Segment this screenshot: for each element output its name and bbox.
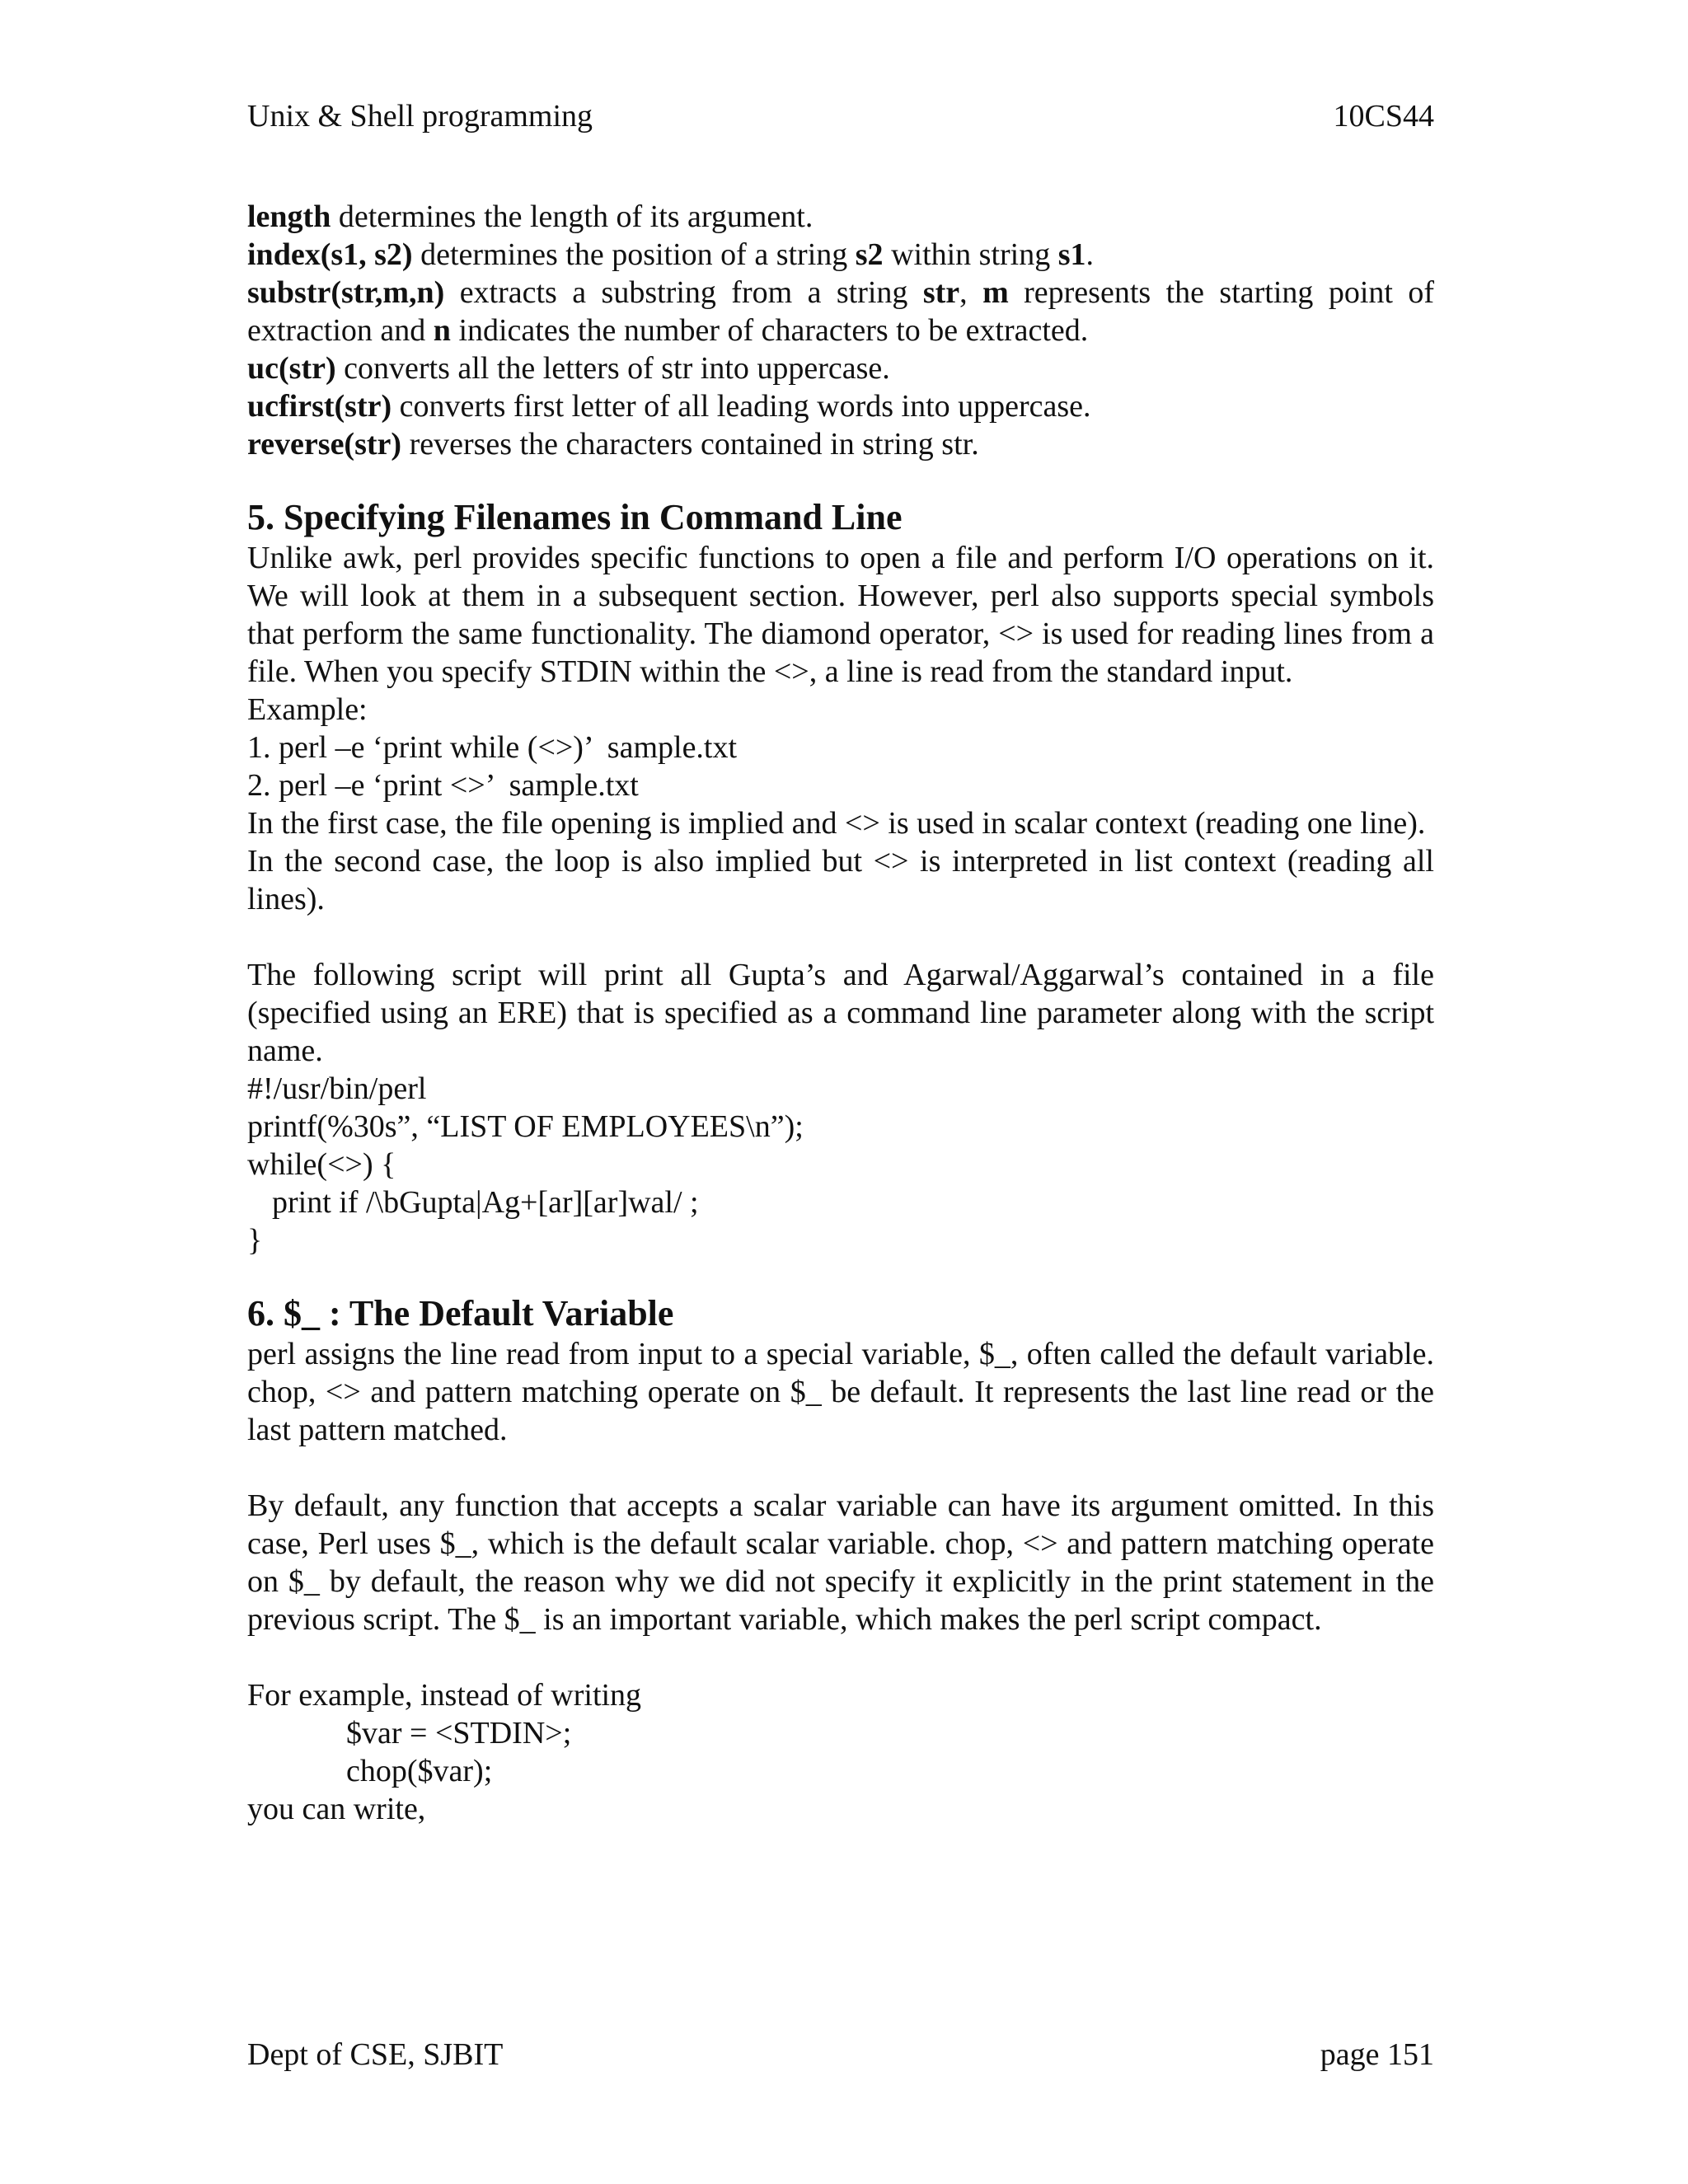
script-line-1: #!/usr/bin/perl [247, 1071, 427, 1106]
function-reverse: reverse(str) reverses the characters contained in string str. [247, 427, 979, 462]
function-ucfirst: ucfirst(str) converts first letter of all leading words into uppercase. [247, 389, 1091, 424]
script-line-2: printf(%30s”, “LIST OF EMPLOYEES\n”); [247, 1109, 804, 1144]
running-header [247, 97, 1434, 135]
section-5-paragraph-2: In the first case, the file opening is implied and <> is used in scalar context (reading one line). [247, 806, 1426, 841]
section-6-paragraph-4: you can write, [247, 1792, 426, 1826]
script-line-5: } [247, 1223, 263, 1258]
function-list [247, 198, 1434, 1828]
footer-department: Dept of CSE, SJBIT [247, 2037, 504, 2072]
example-1: 1. perl –e ‘print while (<>)’ sample.txt [247, 730, 738, 765]
section-6-paragraph-1: perl assigns the line read from input to a special variable, $_, often called the default variable. chop, <> and pattern matching operate on $_ be default. It represents the last line read or the last pattern matched. [247, 1337, 1434, 1447]
section-6-heading: 6. $_ : The Default Variable [247, 1293, 674, 1333]
script-line-4: print if /\bGupta|Ag+[ar][ar]wal/ ; [272, 1185, 699, 1220]
script-line-3: while(<>) { [247, 1147, 396, 1182]
section-6-paragraph-3: For example, instead of writing [247, 1678, 642, 1713]
code-example-line-2: chop($var); [346, 1754, 493, 1788]
code-example-line-1: $var = <STDIN>; [346, 1716, 572, 1750]
example-label: Example: [247, 692, 368, 727]
header-course-code: 10CS44 [1333, 99, 1434, 134]
footer-page-number: page 151 [1320, 2037, 1434, 2072]
section-5-paragraph-4: The following script will print all Gupta’s and Agarwal/Aggarwal’s contained in a file (specified using an ERE) that is specified as a command line parameter along with the script name. [247, 958, 1434, 1068]
header-title: Unix & Shell programming [247, 99, 593, 134]
section-5-paragraph-3: In the second case, the loop is also implied but <> is interpreted in list context (reading all lines). [247, 844, 1434, 916]
function-index: index(s1, s2) determines the position of a string s2 within string s1. [247, 237, 1095, 272]
section-5-heading: 5. Specifying Filenames in Command Line [247, 497, 903, 537]
running-footer [247, 2036, 1434, 2074]
function-uc: uc(str) converts all the letters of str into uppercase. [247, 351, 890, 386]
section-5-paragraph-1: Unlike awk, perl provides specific functions to open a file and perform I/O operations on it. We will look at them in a subsequent section. However, perl also supports special symbols that perform the same functionality. The diamond operator, <> is used for reading lines from a file. When you specify STDIN within the <>, a line is read from the standard input. [247, 541, 1434, 689]
function-length: length determines the length of its argument. [247, 199, 814, 234]
function-substr: substr(str,m,n) extracts a substring from a string str, m represents the starting point of extraction and n indicates the number of characters to be extracted. [247, 275, 1434, 348]
section-6-paragraph-2: By default, any function that accepts a scalar variable can have its argument omitted. In this case, Perl uses $_, which is the default scalar variable. chop, <> and pattern matching operate on $_ by default, the reason why we did not specify it explicitly in the print statement in the previous script. The $_ is an important variable, which makes the perl script compact. [247, 1488, 1434, 1637]
example-2: 2. perl –e ‘print <>’ sample.txt [247, 768, 639, 803]
